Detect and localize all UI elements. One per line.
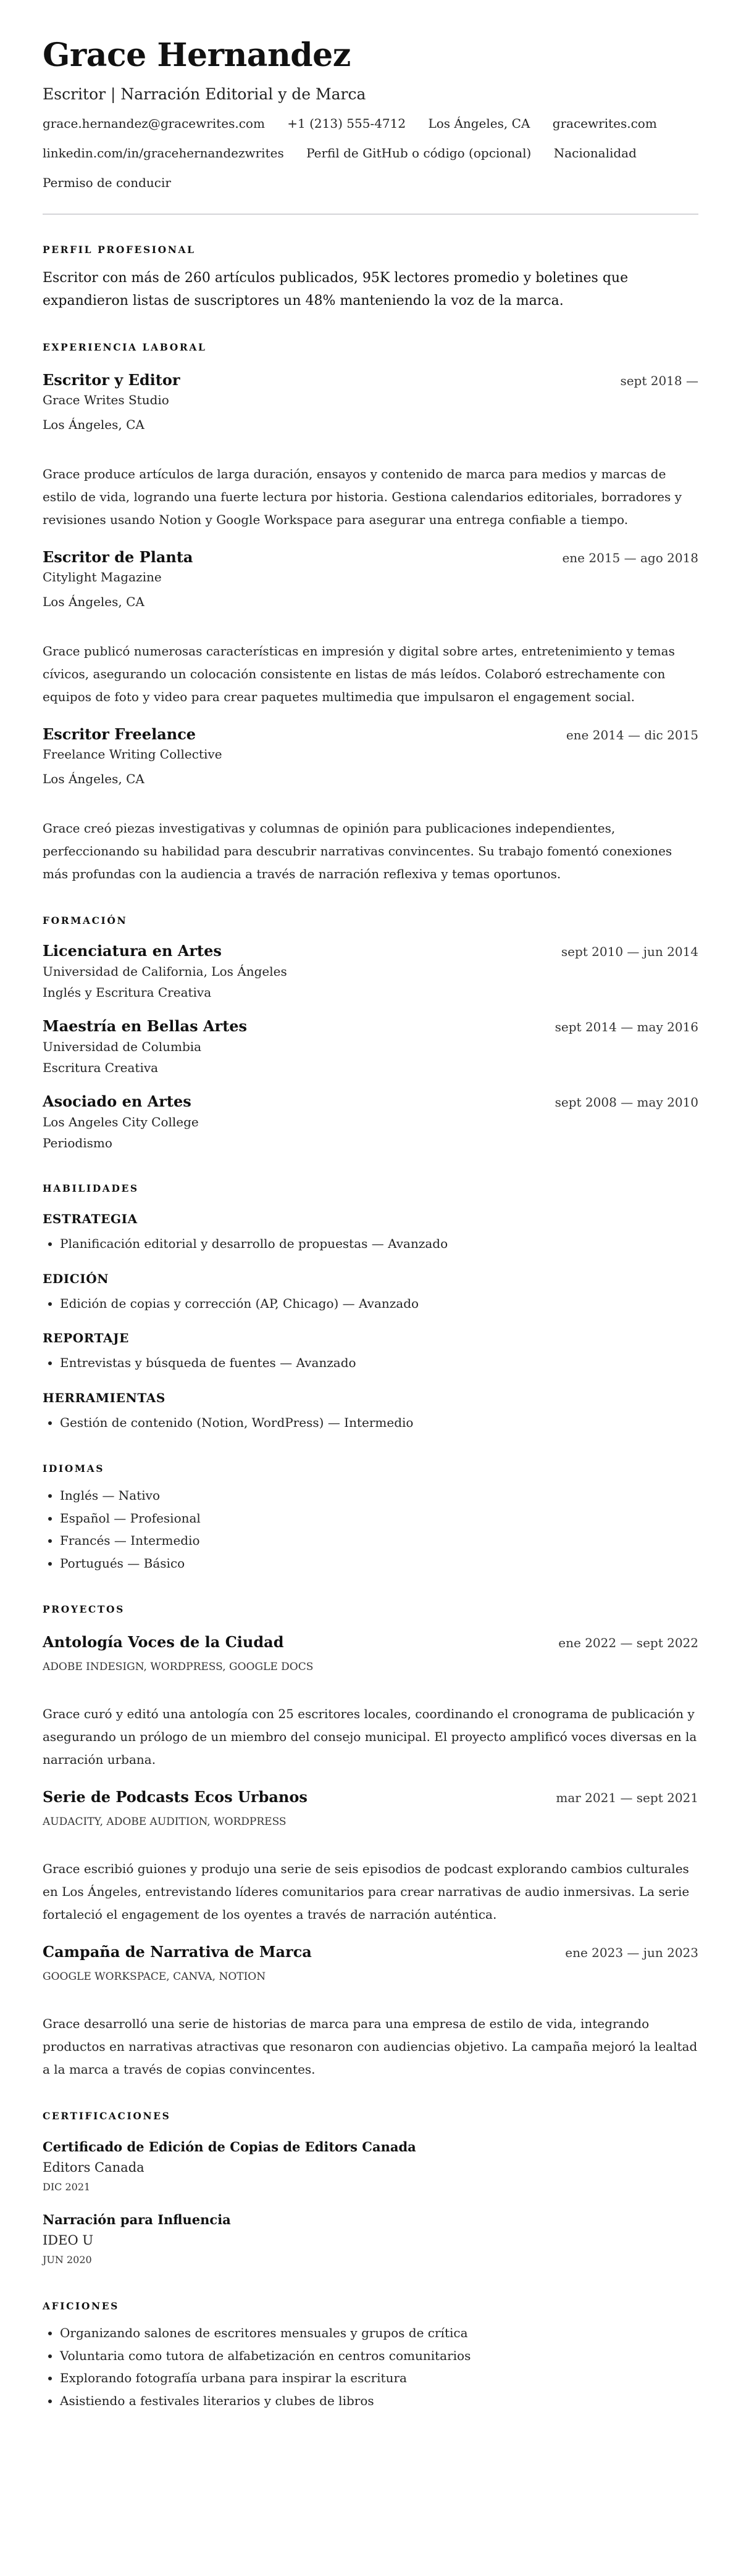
project-description: Grace desarrolló una serie de historias de marca para una empresa de estilo de vida, integrando productos en narrativas atractivas que resonaron con audiencias objetivo. La campaña mejoró la lealtad a la marca a través de copias convincentes. <box>43 2016 698 2077</box>
certification-issuer: IDEO U <box>43 2233 94 2248</box>
section-heading: CERTIFICACIONES <box>43 2110 171 2122</box>
language-item: • Francés — Intermedio <box>60 1529 698 1552</box>
project-title: Antología Voces de la Ciudad <box>43 1633 284 1651</box>
job-dates: ene 2015 — ago 2018 <box>562 551 698 565</box>
resume-header <box>43 36 698 205</box>
job-description: Grace produce artículos de larga duración, ensayos y contenido de marca para medios y marcas de estilo de vida, logrando una fuerte lectura por historia. Gestiona calendarios editoriales, borradores y revisiones usando Notion y Google Workspace para asegurar una entrega confiable a tiempo. <box>43 467 682 527</box>
experience-item <box>43 725 698 886</box>
contact-website[interactable]: gracewrites.com <box>552 116 657 131</box>
education-item <box>43 1092 698 1153</box>
experience-item <box>43 547 698 708</box>
summary-text: Escritor con más de 260 artículos publicados, 95K lectores promedio y boletines que expandieron listas de suscriptores un 48% manteniendo la voz de la marca. <box>43 270 629 309</box>
field-of-study: Inglés y Escritura Creativa <box>43 985 212 1000</box>
section-heading: EXPERIENCIA LABORAL <box>43 341 207 353</box>
contact-phone[interactable]: +1 (213) 555-4712 <box>287 116 406 131</box>
skill-item: • Entrevistas y búsqueda de fuentes — Avanzado <box>60 1352 698 1374</box>
job-location: Los Ángeles, CA <box>43 417 144 432</box>
contact-list <box>43 116 698 205</box>
job-dates: sept 2018 — <box>620 373 698 388</box>
contact-nationality: Nacionalidad <box>553 146 637 160</box>
education-dates: sept 2008 — may 2010 <box>555 1095 698 1110</box>
project-item <box>43 1632 698 1771</box>
language-item: • Español — Profesional <box>60 1507 698 1530</box>
hobby-item: • Asistiendo a festivales literarios y clubes de libros <box>60 2390 698 2412</box>
education-item <box>43 1016 698 1078</box>
skill-item: • Edición de copias y corrección (AP, Chicago) — Avanzado <box>60 1292 698 1315</box>
skills-section <box>43 1182 698 1434</box>
section-heading: PERFIL PROFESIONAL <box>43 244 196 256</box>
project-description: Grace escribió guiones y produjo una serie de seis episodios de podcast explorando cambios culturales en Los Ángeles, entrevistando líderes comunitarios para crear narrativas de audio inmersivas. La serie fortaleció el engagement de los oyentes a través de narración auténtica. <box>43 1861 690 1922</box>
project-tools: AUDACITY, ADOBE AUDITION, WORDPRESS <box>43 1816 287 1828</box>
candidate-name: Grace Hernandez <box>43 36 351 74</box>
job-company: Grace Writes Studio <box>43 393 169 407</box>
project-item <box>43 1787 698 1926</box>
job-description: Grace publicó numerosas características en impresión y digital sobre artes, entretenimiento y temas cívicos, asegurando un colocación consistente en listas de más leídos. Colaboró estrechamente con equipos de foto y video para crear paquetes multimedia que impulsaron el engagement social. <box>43 644 675 704</box>
degree: Licenciatura en Artes <box>43 942 222 960</box>
experience-section <box>43 341 698 886</box>
contact-location: Los Ángeles, CA <box>428 116 530 131</box>
section-heading: FORMACIÓN <box>43 915 128 926</box>
header-divider <box>43 214 698 215</box>
job-description: Grace creó piezas investigativas y columnas de opinión para publicaciones independientes, perfeccionando su habilidad para descubrir narrativas convincentes. Su trabajo fomentó conexiones más profundas con la audiencia a través de narración reflexiva y temas oportunos. <box>43 821 672 881</box>
school: Los Angeles City College <box>43 1115 199 1129</box>
project-title: Campaña de Narrativa de Marca <box>43 1943 312 1961</box>
certification-item <box>43 2211 698 2269</box>
school: Universidad de California, Los Ángeles <box>43 964 287 979</box>
skill-item: • Gestión de contenido (Notion, WordPress) — Intermedio <box>60 1411 698 1434</box>
field-of-study: Escritura Creativa <box>43 1060 159 1075</box>
hobby-item: • Explorando fotografía urbana para inspirar la escritura <box>60 2367 698 2390</box>
degree: Maestría en Bellas Artes <box>43 1017 248 1035</box>
certification-title: Narración para Influencia <box>43 2212 231 2227</box>
languages-section <box>43 1462 698 1574</box>
summary-section <box>43 243 698 312</box>
hobby-item: • Voluntaria como tutora de alfabetización en centros comunitarios <box>60 2345 698 2367</box>
job-title: Escritor de Planta <box>43 548 193 566</box>
section-heading: PROYECTOS <box>43 1603 125 1615</box>
skill-item: • Planificación editorial y desarrollo de propuestas — Avanzado <box>60 1232 698 1255</box>
project-dates: mar 2021 — sept 2021 <box>556 1790 698 1805</box>
education-item <box>43 941 698 1003</box>
project-dates: ene 2022 — sept 2022 <box>558 1635 698 1650</box>
project-description: Grace curó y editó una antología con 25 escritores locales, coordinando el cronograma de publicación y asegurando un prólogo de un miembro del consejo municipal. El proyecto amplificó voces diversas en la narración urbana. <box>43 1706 697 1767</box>
job-location: Los Ángeles, CA <box>43 594 144 609</box>
contact-driving-license: Permiso de conducir <box>43 175 171 190</box>
section-heading: IDIOMAS <box>43 1463 105 1474</box>
education-dates: sept 2014 — may 2016 <box>555 1020 698 1034</box>
hobby-item: • Organizando salones de escritores mensuales y grupos de crítica <box>60 2322 698 2345</box>
education-section <box>43 914 698 1153</box>
certification-date: JUN 2020 <box>43 2254 92 2266</box>
certification-item <box>43 2138 698 2196</box>
job-title: Escritor Freelance <box>43 725 196 743</box>
job-company: Citylight Magazine <box>43 570 162 584</box>
projects-section <box>43 1603 698 2081</box>
experience-item <box>43 370 698 531</box>
skill-category: HERRAMIENTAS <box>43 1390 165 1405</box>
certification-date: DIC 2021 <box>43 2181 91 2193</box>
language-item: • Portugués — Básico <box>60 1552 698 1575</box>
hobbies-section <box>43 2300 698 2412</box>
project-dates: ene 2023 — jun 2023 <box>565 1945 698 1960</box>
project-tools: ADOBE INDESIGN, WORDPRESS, GOOGLE DOCS <box>43 1661 314 1673</box>
candidate-subtitle: Escritor | Narración Editorial y de Marca <box>43 85 366 103</box>
certification-issuer: Editors Canada <box>43 2160 144 2175</box>
certifications-section <box>43 2109 698 2269</box>
job-location: Los Ángeles, CA <box>43 771 144 786</box>
field-of-study: Periodismo <box>43 1136 112 1150</box>
section-heading: AFICIONES <box>43 2300 119 2312</box>
skill-category: EDICIÓN <box>43 1271 109 1286</box>
project-tools: GOOGLE WORKSPACE, CANVA, NOTION <box>43 1971 266 1983</box>
job-dates: ene 2014 — dic 2015 <box>566 728 698 742</box>
skill-category: REPORTAJE <box>43 1331 130 1345</box>
degree: Asociado en Artes <box>43 1092 191 1110</box>
language-item: • Inglés — Nativo <box>60 1484 698 1507</box>
skill-category: ESTRATEGIA <box>43 1211 138 1226</box>
job-title: Escritor y Editor <box>43 371 180 389</box>
contact-github[interactable]: Perfil de GitHub o código (opcional) <box>306 146 532 160</box>
certification-title: Certificado de Edición de Copias de Editors Canada <box>43 2139 416 2154</box>
section-heading: HABILIDADES <box>43 1182 139 1194</box>
school: Universidad de Columbia <box>43 1039 202 1054</box>
project-title: Serie de Podcasts Ecos Urbanos <box>43 1788 308 1806</box>
contact-linkedin[interactable]: linkedin.com/in/gracehernandezwrites <box>43 146 284 160</box>
job-company: Freelance Writing Collective <box>43 747 222 762</box>
education-dates: sept 2010 — jun 2014 <box>561 944 698 959</box>
project-item <box>43 1942 698 2081</box>
contact-email[interactable]: grace.hernandez@gracewrites.com <box>43 116 265 131</box>
